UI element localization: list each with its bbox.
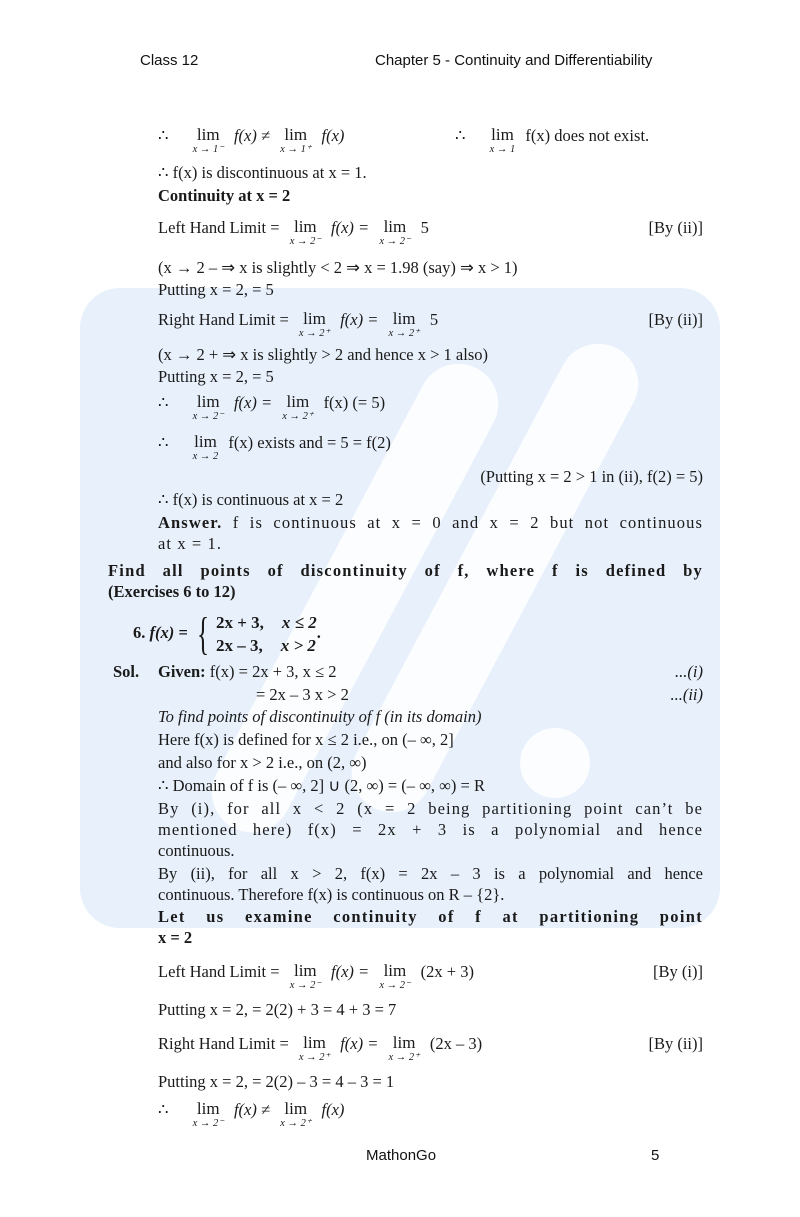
therefore-symbol: ∴ (455, 126, 466, 145)
expr: f(x) = (340, 310, 379, 329)
period: . (316, 623, 321, 642)
lim: lim (284, 1099, 308, 1118)
expr: f(x) exists and = 5 = f(2) (228, 433, 391, 452)
expr: f(x) (321, 1100, 345, 1119)
expr: f(x) = (331, 962, 370, 981)
given-label: Given: (158, 662, 206, 681)
case-expr: 2x + 3, (215, 613, 264, 633)
lim-sub: x → 2⁻ (192, 1118, 224, 1129)
given-line-1 (158, 662, 336, 682)
continuous-at-2: ∴ f(x) is continuous at x = 2 (158, 490, 344, 509)
lim-sub: x → 2 (192, 451, 219, 462)
value: 5 (429, 310, 439, 329)
right-hand-limit-line-2 (158, 1034, 703, 1064)
lim: lim (383, 961, 407, 980)
case-cond: x ≤ 2 (281, 613, 317, 633)
expr: f(x) ≠ (233, 126, 271, 145)
limit-not-exist-line (455, 126, 649, 156)
reference: [By (i)] (653, 962, 703, 981)
watermark-dot (520, 728, 590, 798)
putting-line: Putting x = 2, = 2(2) – 3 = 4 – 3 = 1 (158, 1072, 395, 1091)
therefore-symbol: ∴ (158, 126, 169, 145)
therefore-symbol: ∴ (158, 433, 169, 452)
lim: lim (196, 1099, 220, 1118)
lim: lim (383, 217, 407, 236)
lim: lim (392, 309, 416, 328)
ref-i: ...(i) (675, 662, 703, 681)
putting-note: (Putting x = 2 > 1 in (ii), f(2) = 5) (480, 467, 703, 486)
lim: lim (293, 961, 317, 980)
label: Right Hand Limit = (158, 1034, 289, 1053)
para1-line2: mentioned here) f(x) = 2x + 3 is a polynomial and hence (158, 820, 703, 839)
lim: lim (303, 309, 326, 328)
para1-line3: continuous. (158, 841, 235, 860)
therefore-symbol: ∴ (158, 1100, 169, 1119)
discontinuous-at-1: ∴ f(x) is discontinuous at x = 1. (158, 163, 367, 182)
label: Left Hand Limit = (158, 962, 280, 981)
expr: f(x) = (340, 1034, 379, 1053)
heading-continuity-at-2: Continuity at x = 2 (158, 186, 291, 205)
task-statement: To find points of discontinuity of f (in its domain) (158, 707, 482, 726)
sol-label: Sol. (113, 662, 140, 681)
label: Left Hand Limit = (158, 218, 280, 237)
lim-sub: x → 2⁻ (289, 236, 321, 247)
function-lhs: f(x) = (149, 623, 188, 642)
reference: [By (ii)] (648, 1034, 703, 1053)
label: Right Hand Limit = (158, 310, 289, 329)
partition-heading: Let us examine continuity of f at partitioning point (158, 907, 703, 926)
piecewise-cases (216, 611, 317, 657)
left-hand-limit-line-2 (158, 962, 703, 992)
expr: f(x) (321, 126, 345, 145)
case-cond: x > 2 (280, 636, 316, 656)
para1-line1: By (i), for all x < 2 (x = 2 being partitioning point can’t be (158, 799, 703, 818)
expr: f(x) (= 5) (323, 393, 386, 412)
lim-sub: x → 1⁺ (280, 144, 312, 155)
answer-label: Answer. (158, 513, 223, 532)
lim: lim (491, 125, 514, 144)
expr: f(x) = (331, 218, 370, 237)
given-line-2: = 2x – 3 x > 2 (256, 685, 349, 704)
lim: lim (194, 432, 217, 451)
domain-line-3: ∴ Domain of f is (– ∞, 2] ∪ (2, ∞) = (– ∞, ∞) = R (158, 776, 485, 795)
para2-line2: continuous. Therefore f(x) is continuous on R – {2}. (158, 885, 505, 904)
answer-line-2: at x = 1. (158, 534, 223, 553)
footer-brand: MathonGo (366, 1147, 437, 1164)
reference: [By (ii)] (648, 218, 703, 237)
lim-sub: x → 2⁻ (379, 980, 411, 991)
exercise-range: (Exercises 6 to 12) (108, 582, 236, 601)
lim-sub: x → 2⁺ (388, 328, 420, 339)
lim-sub: x → 1⁻ (192, 144, 224, 155)
limits-not-equal-line (158, 1100, 344, 1130)
lim: lim (196, 392, 220, 411)
answer-line (158, 513, 703, 533)
putting-line: Putting x = 2, = 5 (158, 367, 274, 386)
partition-point: x = 2 (158, 928, 193, 947)
lim: lim (286, 392, 310, 411)
header-class: Class 12 (140, 52, 199, 69)
lim-sub: x → 2⁺ (388, 1052, 420, 1063)
lim-sub: x → 2⁻ (192, 411, 224, 422)
lim: lim (303, 1033, 326, 1052)
question-6 (133, 608, 321, 660)
case-expr: 2x – 3, (215, 636, 263, 656)
lim-sub: x → 2⁺ (280, 1118, 312, 1129)
putting-line: Putting x = 2, = 5 (158, 280, 274, 299)
expr: f(x) does not exist. (525, 126, 650, 145)
domain-line-2: and also for x > 2 i.e., on (2, ∞) (158, 753, 367, 772)
value: 5 (420, 218, 429, 237)
lhl-note: (x → 2 – ⇒ x is slightly < 2 ⇒ x = 1.98 (say) ⇒ x > 1) (158, 258, 518, 277)
given-expr: f(x) = 2x + 3, x ≤ 2 (205, 662, 337, 681)
lim-sub: x → 2⁺ (298, 328, 331, 339)
question-number: 6. (133, 623, 146, 642)
lim-sub: x → 2⁻ (379, 236, 411, 247)
lim-sub: x → 1 (489, 144, 516, 155)
solution-label (113, 662, 139, 682)
lim: lim (293, 217, 317, 236)
limit-inequality-line (158, 126, 344, 156)
domain-line-1: Here f(x) is defined for x ≤ 2 i.e., on (– ∞, 2] (158, 730, 454, 749)
page-number: 5 (651, 1147, 660, 1164)
therefore-symbol: ∴ (158, 393, 169, 412)
ref-ii: ...(ii) (670, 685, 703, 704)
left-hand-limit-line (158, 218, 703, 248)
brace-icon: { (196, 608, 210, 660)
header-chapter: Chapter 5 - Continuity and Differentiability (375, 52, 653, 69)
expr: f(x) ≠ (233, 1100, 271, 1119)
lim: lim (196, 125, 220, 144)
reference: [By (ii)] (648, 310, 703, 329)
value: (2x – 3) (429, 1034, 483, 1053)
lim: lim (392, 1033, 416, 1052)
para2-line1: By (ii), for all x > 2, f(x) = 2x – 3 is a polynomial and hence (158, 864, 703, 883)
limit-exists-line (158, 433, 391, 463)
lim-sub: x → 2⁺ (298, 1052, 331, 1063)
rhl-note: (x → 2 + ⇒ x is slightly > 2 and hence x > 1 also) (158, 345, 488, 364)
putting-line: Putting x = 2, = 2(2) + 3 = 4 + 3 = 7 (158, 1000, 397, 1019)
lim: lim (284, 125, 308, 144)
limits-equal-line (158, 393, 385, 423)
lim-sub: x → 2⁺ (282, 411, 314, 422)
expr: f(x) = (233, 393, 273, 412)
answer-text: f is continuous at x = 0 and x = 2 but not continuous (222, 513, 703, 532)
exercise-heading: Find all points of discontinuity of f, where f is defined by (108, 561, 703, 580)
lim-sub: x → 2⁻ (289, 980, 321, 991)
right-hand-limit-line (158, 310, 703, 340)
value: (2x + 3) (420, 962, 474, 981)
